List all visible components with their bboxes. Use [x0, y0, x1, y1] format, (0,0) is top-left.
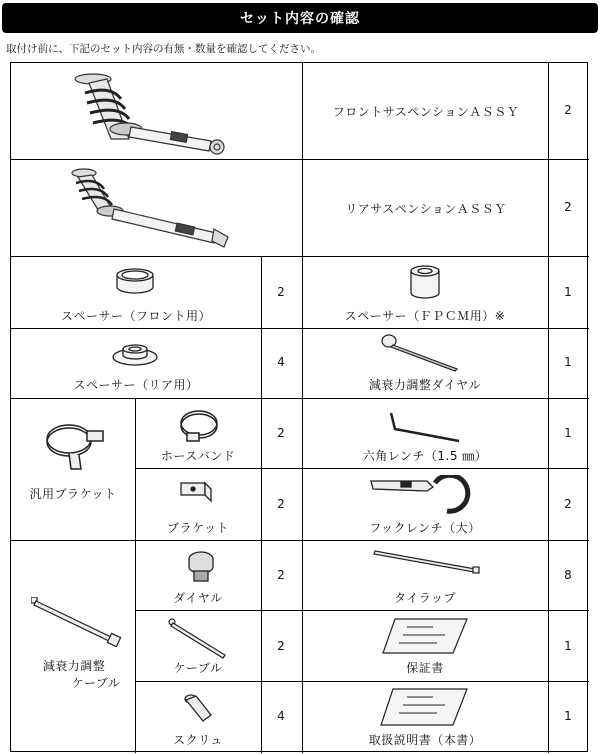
cable-group-label-line2: ケーブル	[71, 676, 121, 690]
warranty-label: 保証書	[406, 661, 444, 675]
hook-wrench-illustration	[367, 475, 473, 515]
hose-band-qty: 2	[277, 426, 285, 440]
spacer-fpcm-label: スペーサー（ＦＰＣＭ用）※	[344, 309, 506, 323]
column-divider	[135, 540, 136, 753]
hook-wrench-label: フックレンチ（大）	[369, 521, 481, 535]
dial-illustration	[183, 549, 219, 585]
dial-qty: 2	[277, 568, 285, 582]
row-divider	[11, 328, 589, 329]
hose-band-illustration	[175, 405, 225, 445]
hook-wrench-qty: 2	[564, 497, 572, 511]
cable-illustration	[167, 617, 231, 661]
instruction-note: 取付け前に、下記のセット内容の有無・数量を確認してください。	[6, 43, 321, 55]
row-divider	[135, 468, 589, 469]
damping-dial-label: 減衰力調整ダイヤル	[368, 378, 482, 392]
row-divider	[135, 681, 589, 682]
tie-wrap-label: タイラップ	[393, 591, 457, 605]
warranty-illustration	[381, 617, 469, 655]
rear-suspension-illustration	[66, 163, 236, 251]
damping-dial-illustration	[379, 333, 463, 373]
rear-suspension-label: リアサスペンションＡＳＳＹ	[345, 202, 507, 216]
front-suspension-label: フロントサスペンションＡＳＳＹ	[332, 105, 520, 119]
screw-qty: 4	[277, 709, 285, 723]
rear-suspension-qty: 2	[564, 200, 572, 214]
cable-label: ケーブル	[173, 661, 223, 675]
bracket-label: ブラケット	[167, 521, 229, 535]
screw-label: スクリュ	[173, 733, 223, 747]
warranty-qty: 1	[564, 639, 572, 653]
front-suspension-illustration	[71, 69, 231, 155]
contents-table	[10, 62, 588, 752]
cable-qty: 2	[277, 639, 285, 653]
universal-bracket-illustration	[41, 415, 107, 473]
spacer-front-qty: 2	[277, 285, 285, 299]
column-divider	[302, 63, 303, 753]
row-divider	[11, 398, 589, 399]
bracket-group-label: 汎用ブラケット	[29, 487, 117, 501]
hex-wrench-illustration	[387, 409, 463, 445]
spacer-front-label: スペーサー（フロント用）	[60, 309, 211, 323]
tie-wrap-qty: 8	[564, 568, 572, 582]
spacer-fpcm-illustration	[407, 263, 443, 301]
spacer-rear-label: スペーサー（リア用）	[73, 378, 199, 392]
screw-illustration	[183, 691, 215, 725]
hex-wrench-label: 六角レンチ（1.5 ㎜）	[362, 449, 488, 463]
hex-wrench-qty: 1	[564, 426, 572, 440]
tie-wrap-illustration	[371, 547, 483, 575]
manual-qty: 1	[564, 709, 572, 723]
page-title: セット内容の確認	[240, 11, 360, 27]
spacer-front-illustration	[113, 267, 157, 297]
cable-group-label-line1: 減衰力調整	[42, 659, 106, 673]
manual-illustration	[379, 687, 469, 727]
dial-label: ダイヤル	[173, 591, 223, 605]
spacer-rear-illustration	[111, 339, 159, 369]
manual-label: 取扱説明書（本書）	[368, 733, 482, 747]
spacer-fpcm-qty: 1	[564, 285, 572, 299]
damping-dial-qty: 1	[564, 355, 572, 369]
row-divider	[135, 610, 589, 611]
row-divider	[11, 256, 589, 257]
page-header	[2, 3, 598, 33]
hose-band-label: ホースバンド	[160, 449, 236, 463]
bracket-qty: 2	[277, 497, 285, 511]
front-suspension-qty: 2	[564, 103, 572, 117]
row-divider	[11, 540, 589, 541]
damping-cable-illustration	[31, 597, 127, 647]
spacer-rear-qty: 4	[277, 355, 285, 369]
row-divider	[11, 159, 589, 160]
bracket-illustration	[179, 479, 215, 503]
